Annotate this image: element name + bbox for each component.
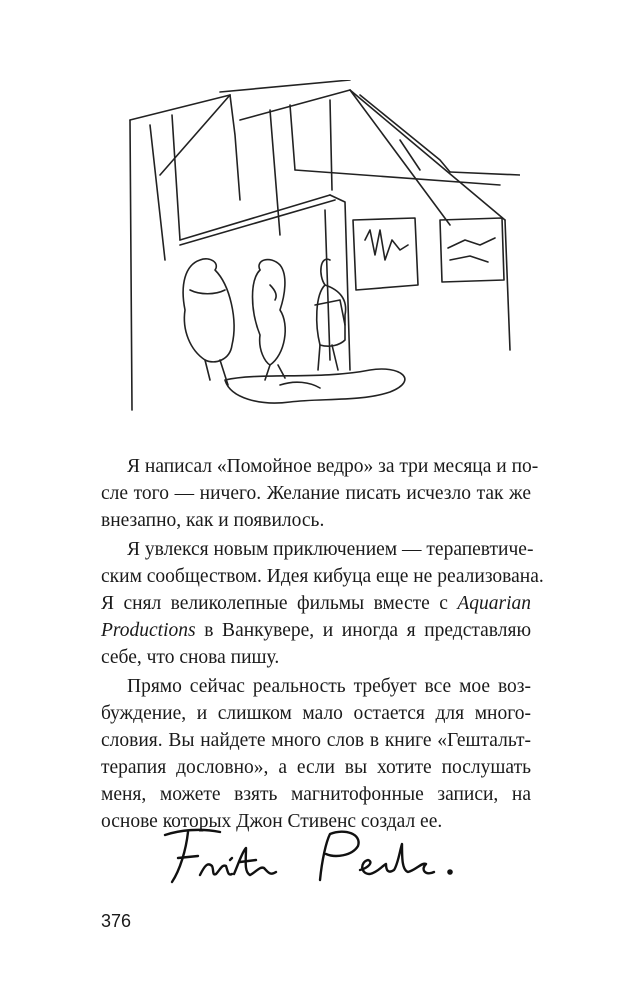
page-number: 376 [101,911,132,931]
company-name-italic: Productions [101,620,196,641]
text-line: Я написал «Помойное ведро» за три месяца и по- [127,456,539,477]
text-segment: Я снял великолепные фильмы вместе с [101,593,448,614]
paragraph-1 [101,453,539,534]
handwritten-signature [150,820,480,890]
body-text [101,453,544,835]
text-line: терапия дословно», а если вы хотите послушать [101,757,531,778]
gallery-sketch-illustration [120,80,520,440]
text-line: буждение, и слишком мало остается для много- [101,703,531,724]
text-line: внезапно, как и появилось. [101,510,325,531]
company-name-italic: Aquarian [457,593,532,614]
text-line: ским сообществом. Идея кибуца еще не реализована. [101,566,544,587]
paragraph-2 [101,536,544,671]
paragraph-3 [101,673,531,835]
text-line [101,617,531,644]
text-line: Прямо сейчас реальность требует все мое воз- [127,676,531,697]
text-line: Я увлекся новым приключением — терапевтиче- [127,539,534,560]
text-segment: в Ванкувере, и иногда я представляю [204,620,532,641]
text-line: сле того — ничего. Желание писать исчезло так же [101,483,531,504]
text-line: словия. Вы найдете много слов в книге «Гештальт- [101,730,531,751]
text-line: меня, можете взять магнитофонные записи, на [101,784,531,805]
text-line: себе, что снова пишу. [101,647,280,668]
text-line [101,590,531,617]
text-line: основе которых Джон Стивенс создал ее. [101,811,443,832]
